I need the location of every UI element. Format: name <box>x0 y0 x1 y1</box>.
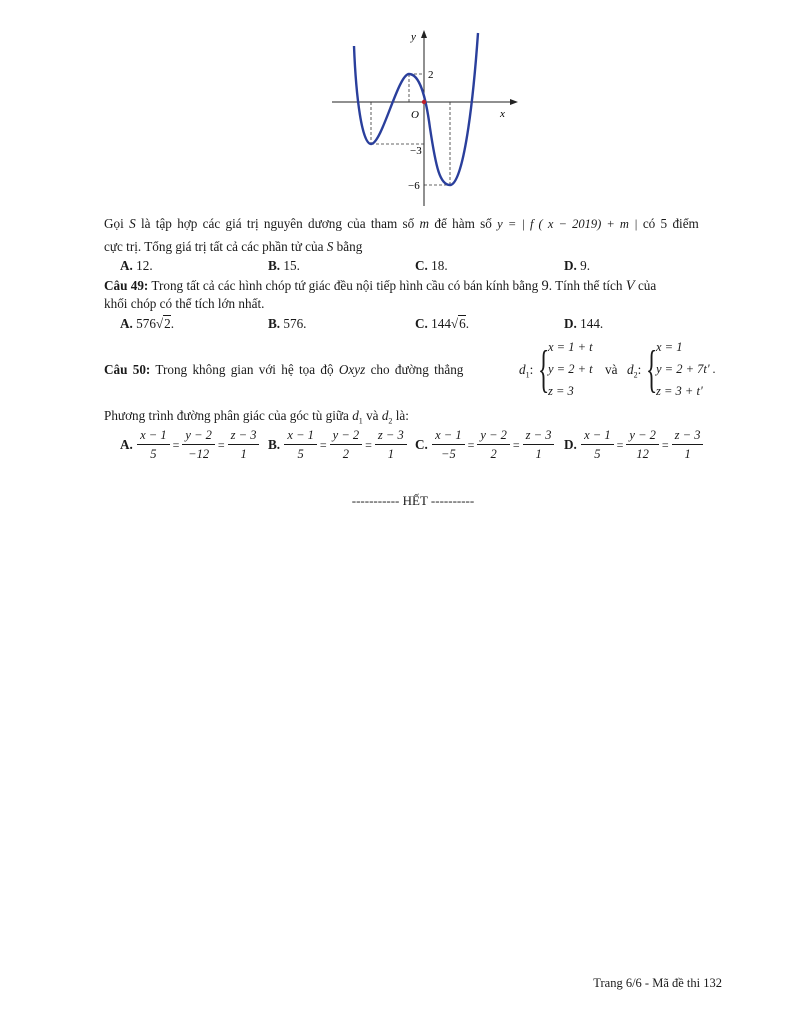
option-label: B. <box>268 316 281 331</box>
frac-num: x − 1 <box>137 428 169 445</box>
q49-option-b[interactable] <box>268 316 306 332</box>
option-value: 9. <box>580 258 591 273</box>
frac-den: 5 <box>150 447 157 461</box>
d1-subscript: 1 <box>525 370 530 380</box>
x-axis-arrow <box>510 99 518 105</box>
frac-den: 5 <box>297 447 304 461</box>
option-value: 576. <box>283 316 307 331</box>
d1-eq-z: z = 3 <box>548 384 574 398</box>
frac-den: 1 <box>240 447 247 461</box>
q49-text2: . Tính thể tích <box>548 278 623 293</box>
d2-brace: { <box>646 341 658 398</box>
q48-option-b[interactable] <box>268 258 300 274</box>
option-label: D. <box>564 258 577 273</box>
q49-volume-v: V <box>625 278 635 294</box>
d1-letter: d <box>519 362 526 377</box>
d1-colon: : <box>529 362 534 377</box>
frac-den: 12 <box>636 447 649 461</box>
q49-radius: 9 <box>541 278 549 294</box>
option-label: C. <box>415 316 428 331</box>
frac-num: z − 3 <box>375 428 407 445</box>
d1-eq-y: y = 2 + t <box>548 362 593 376</box>
d2-subscript: 2 <box>633 370 638 380</box>
frac-num: x − 1 <box>284 428 316 445</box>
option-label: A. <box>120 437 133 452</box>
option-value: 18. <box>431 258 448 273</box>
d1-eq-x: x = 1 + t <box>548 340 593 354</box>
option-coef: 144 <box>431 316 451 331</box>
d1-brace: { <box>538 341 550 398</box>
q49-option-a[interactable]: A. 576√2. <box>120 316 175 331</box>
q50-option-a[interactable]: A. $\frac{x - 1}{5}$ = $\frac{y - 2}{-12}$ = $\frac{z - 3}{1}$ <box>120 428 260 462</box>
frac-num: y − 2 <box>182 428 214 445</box>
q48-set-s2: S <box>326 239 334 254</box>
q50-option-c[interactable]: C. $\frac{x - 1}{-5}$ = $\frac{y - 2}{2}$ = $\frac{z - 3}{1}$ <box>415 428 555 462</box>
q50-d1-name <box>519 362 533 380</box>
q50-option-b[interactable]: B. $\frac{x - 1}{5}$ = $\frac{y - 2}{2}$ = $\frac{z - 3}{1}$ <box>268 428 408 462</box>
q50-line2a: Phương trình đường phân giác của góc tù giữa <box>104 408 349 423</box>
frac-num: z − 3 <box>228 428 260 445</box>
tick-label-2: 2 <box>428 69 434 81</box>
origin-point <box>422 100 426 104</box>
d2-ref-sub: 2 <box>388 416 393 426</box>
q48-line2-text: cực trị. Tổng giá trị tất cả các phần tử của <box>104 239 324 254</box>
option-tail: . <box>465 316 470 331</box>
option-label: A. <box>120 258 133 273</box>
page-footer: Trang 6/6 - Mã đề thi 132 <box>593 976 722 990</box>
d2-letter: d <box>627 362 634 377</box>
frac-den: −12 <box>188 447 210 461</box>
q48-formula: y = | f ( x − 2019) + m | <box>497 217 638 231</box>
d2-eq-z: z = 3 + t' <box>656 384 703 398</box>
option-label: D. <box>564 316 577 331</box>
q50-d2-name <box>627 362 641 380</box>
frac-num: y − 2 <box>626 428 658 445</box>
frac-num: x − 1 <box>432 428 464 445</box>
option-label: C. <box>415 437 428 452</box>
option-label: B. <box>268 258 281 273</box>
q50-line1 <box>104 362 463 378</box>
q48-text1: là tập hợp các giá trị nguyên dương của tham số <box>140 216 415 231</box>
tick-label-m6: −6 <box>408 180 420 192</box>
q50-oxyz: Oxyz <box>338 362 366 377</box>
option-radicand: 2 <box>164 316 171 331</box>
frac-num: y − 2 <box>330 428 362 445</box>
q49-option-d[interactable] <box>564 316 603 332</box>
q48-set-s: S <box>129 216 136 231</box>
q48-line2 <box>104 239 362 255</box>
d2-ref: d <box>381 408 389 423</box>
option-label: C. <box>415 258 428 273</box>
option-radicand: 6 <box>459 316 466 331</box>
frac-den: 2 <box>342 447 350 461</box>
q48-option-d[interactable] <box>564 258 590 274</box>
y-axis-label: y <box>411 31 416 43</box>
d2-colon: : <box>637 362 642 377</box>
q48-text2: để hàm số <box>434 216 492 231</box>
q50-and: và <box>605 362 618 377</box>
frac-num: x − 1 <box>581 428 613 445</box>
q49-text1: Trong tất cả các hình chóp tứ giác đều nội tiếp hình cầu có bán kính bằng <box>151 278 539 293</box>
option-label: B. <box>268 437 281 452</box>
d1-ref: d <box>352 408 359 423</box>
option-tail: . <box>170 316 175 331</box>
q50-line2 <box>104 408 409 426</box>
frac-den: 1 <box>535 447 542 461</box>
q49-line2-text: khối chóp có thể tích lớn nhất. <box>104 296 265 311</box>
origin-label: O <box>411 109 419 121</box>
q50-line2c: là: <box>395 408 409 423</box>
end-marker: ----------- HẾT ---------- <box>351 493 475 508</box>
option-value: 15. <box>283 258 300 273</box>
option-value: 144. <box>580 316 604 331</box>
q49-label: Câu 49: <box>104 278 149 293</box>
d1-ref-sub: 1 <box>358 416 363 426</box>
q49-option-c[interactable]: C. 144√6. <box>415 316 470 331</box>
q50-line2b: và <box>366 408 379 423</box>
frac-den: −5 <box>441 447 456 461</box>
tick-label-m3: −3 <box>410 145 422 157</box>
d2-eq-x: x = 1 <box>656 340 683 354</box>
q48-option-c[interactable] <box>415 258 448 274</box>
frac-num: y − 2 <box>477 428 509 445</box>
option-coef: 576 <box>136 316 156 331</box>
q48-line1 <box>104 216 724 232</box>
frac-den: 2 <box>490 447 497 461</box>
y-axis-arrow <box>421 30 427 38</box>
x-axis-label: x <box>500 108 505 120</box>
q49-line1 <box>104 278 656 295</box>
q50-label: Câu 50: <box>104 362 151 377</box>
frac-den: 1 <box>684 447 691 461</box>
q50-text2: cho đường thẳng <box>370 362 464 377</box>
q50-option-d[interactable]: D. $\frac{x - 1}{5}$ = $\frac{y - 2}{12}$ = $\frac{z - 3}{1}$ <box>564 428 704 462</box>
frac-num: z − 3 <box>523 428 555 445</box>
q48-text3: có 5 điểm <box>642 216 699 231</box>
q50-text1: Trong không gian với hệ tọa độ <box>155 362 334 377</box>
function-graph <box>330 28 520 208</box>
q49-text3: của <box>637 278 657 293</box>
option-label: A. <box>120 316 133 331</box>
d2-eq-y: y = 2 + 7t' . <box>656 362 716 376</box>
option-value: 12. <box>136 258 153 273</box>
q48-text4: bằng <box>336 239 363 254</box>
frac-den: 1 <box>387 447 394 461</box>
q48-intro: Gọi <box>104 216 124 231</box>
frac-num: z − 3 <box>672 428 704 445</box>
frac-den: 5 <box>594 447 601 461</box>
option-label: D. <box>564 437 577 452</box>
q48-option-a[interactable] <box>120 258 153 274</box>
q48-param-m: m <box>419 216 430 231</box>
q49-line2 <box>104 296 264 312</box>
